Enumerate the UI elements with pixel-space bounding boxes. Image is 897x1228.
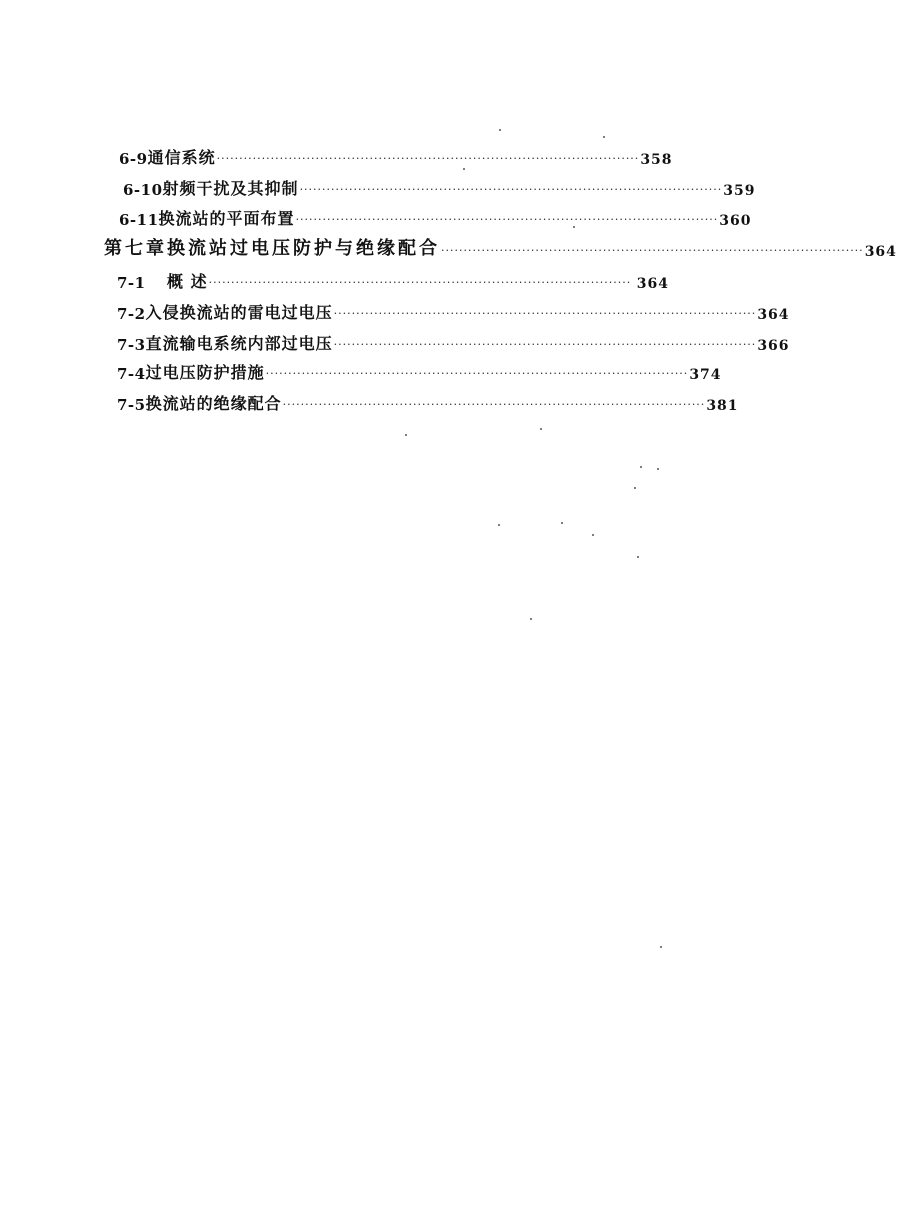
scan-speck (498, 524, 500, 526)
section-title: 概 述 (167, 272, 208, 291)
scan-speck (530, 618, 532, 620)
page-number: 359 (723, 183, 756, 199)
scan-speck (634, 487, 636, 489)
dot-leader: ······························································································ (333, 338, 757, 351)
dot-leader: ······························································································ (299, 183, 723, 196)
chapter-heading (104, 232, 897, 260)
dot-leader: ······························································································ (441, 244, 864, 257)
scan-speck (603, 136, 605, 138)
section-number: 7-5 (117, 396, 146, 414)
scan-speck (637, 556, 639, 558)
dot-leader: ······························································································ (333, 307, 757, 320)
toc-entry (123, 171, 756, 199)
dot-leader: ······························································································ (295, 213, 719, 226)
section-number: 7-4 (117, 365, 146, 383)
section-title: 换流站的平面布置 (158, 209, 295, 228)
toc-entry (119, 201, 752, 229)
section-title: 换流站的绝缘配合 (145, 394, 282, 413)
toc-entry (117, 326, 790, 354)
section-title: 通信系统 (147, 148, 216, 167)
section-title: 过电压防护措施 (145, 363, 265, 382)
section-number: 6-9 (119, 150, 148, 168)
scan-speck (640, 466, 642, 468)
page-number: 358 (640, 152, 673, 168)
dot-leader: ······························································································ (216, 152, 640, 165)
page-number: 364 (864, 244, 897, 260)
section-title: 入侵换流站的雷电过电压 (145, 303, 333, 322)
scan-speck (540, 428, 542, 430)
toc-entry (117, 386, 739, 414)
page-number: 374 (689, 367, 722, 383)
section-title: 直流输电系统内部过电压 (145, 334, 333, 353)
chapter-number: 第七章 (104, 238, 167, 259)
toc-entry (117, 264, 669, 292)
scan-speck (657, 468, 659, 470)
section-number: 6-10 (123, 181, 163, 199)
section-number: 7-1 (117, 274, 146, 292)
page-number: 360 (719, 213, 752, 229)
chapter-title: 换流站过电压防护与绝缘配合 (167, 238, 440, 259)
toc-entry (117, 355, 722, 383)
toc-entry (119, 140, 673, 168)
toc-entry (117, 295, 790, 323)
page-number: 364 (757, 307, 790, 323)
page-number: 364 (636, 276, 669, 292)
scan-speck (405, 434, 407, 436)
section-number: 6-11 (119, 211, 159, 229)
scan-speck (561, 522, 563, 524)
dot-leader: ······························································································ (208, 276, 632, 289)
section-number: 7-2 (117, 305, 146, 323)
section-title: 射频干扰及其抑制 (162, 179, 299, 198)
page-number: 366 (757, 338, 790, 354)
section-number: 7-3 (117, 336, 146, 354)
scan-speck (499, 129, 501, 131)
scan-speck (573, 226, 575, 228)
scan-speck (592, 534, 594, 536)
dot-leader: ······························································································ (282, 398, 706, 411)
scan-speck (660, 946, 662, 948)
dot-leader: ······························································································ (265, 367, 689, 380)
scan-speck (463, 168, 465, 170)
page-number: 381 (706, 398, 739, 414)
